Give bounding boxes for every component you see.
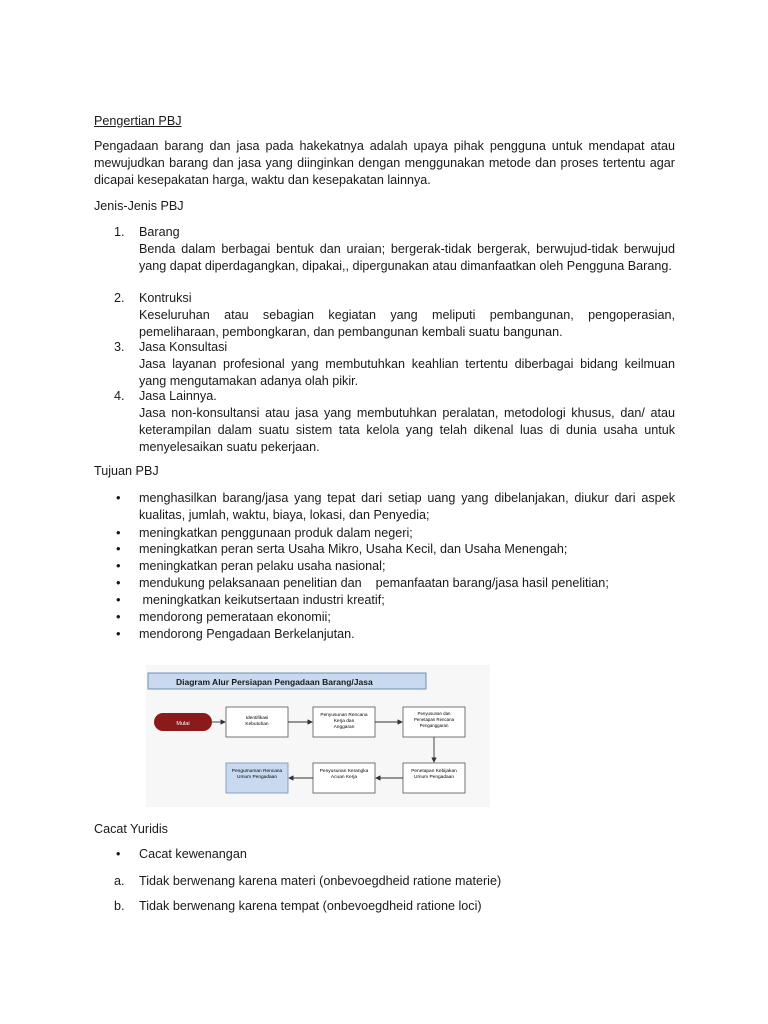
item-marker: a. [114, 874, 125, 888]
cacat-item-text: Cacat kewenangan [139, 847, 247, 861]
bullet-text: mendorong Pengadaan Berkelanjutan. [139, 627, 355, 641]
item-number: 1. [114, 225, 125, 239]
bullet-text: meningkatkan peran serta Usaha Mikro, Usaha Kecil, dan Usaha Menengah; [139, 542, 568, 556]
item-title: Kontruksi [139, 291, 192, 305]
heading-pengertian: Pengertian PBJ [94, 114, 182, 128]
bullet-icon: • [116, 525, 121, 540]
paragraph-pengertian: Pengadaan barang dan jasa pada hakekatnya adalah upaya pihak pengguna untuk mendapat atau mewujudkan barang dan jasa yang diinginkan dengan menggunakan metode dan proses tertentu agar dicapai kesepakatan harga, waktu dan kesepakatan lainnya. [94, 139, 675, 187]
step-label: Penetapan Kebijakan Umum Pengadaan [411, 769, 457, 780]
item-number: 2. [114, 291, 125, 305]
bullet-text: meningkatkan keikutsertaan industri kreatif; [139, 593, 385, 607]
cacat-item-text: Tidak berwenang karena materi (onbevoegdheid ratione materie) [139, 874, 502, 888]
step-label: Identifikasi Kebutuhan [245, 716, 269, 727]
step-label: Penyusunan dan Penetapan Rencana Penganggaran [413, 711, 455, 728]
start-label: Mulai [176, 721, 190, 727]
step-label: Pengumuman Rencana Umum Pengadaan [231, 769, 283, 780]
item-marker: b. [114, 899, 125, 913]
cacat-item-text: Tidak berwenang karena tempat (onbevoegdheid ratione loci) [139, 899, 482, 913]
item-description: Benda dalam berbagai bentuk dan uraian; bergerak-tidak bergerak, berwujud-tidak berwujud yang dapat diperdagangkan, dipakai,, dipergunakan atau dimanfaatkan oleh Pengguna Barang. [139, 242, 675, 273]
heading-tujuan: Tujuan PBJ [94, 464, 159, 478]
diagram-title: Diagram Alur Persiapan Pengadaan Barang/Jasa [176, 677, 373, 687]
flow-diagram-svg [146, 665, 490, 807]
bullet-icon: • [116, 490, 121, 505]
step-label: Penyusunan Rencana Kerja dan Anggaran [320, 713, 368, 730]
bullet-text: meningkatkan penggunaan produk dalam negeri; [139, 526, 413, 540]
step-label: Penyusunan Kerangka Acuan Kerja [319, 769, 369, 780]
heading-cacat-yuridis: Cacat Yuridis [94, 822, 168, 836]
bullet-icon: • [116, 558, 121, 573]
bullet-icon: • [116, 541, 121, 556]
heading-jenis: Jenis-Jenis PBJ [94, 199, 184, 213]
item-description: Keseluruhan atau sebagian kegiatan yang meliputi pembangunan, pengoperasian, pemeliharaan, pembongkaran, dan pembangunan kembali suatu bangunan. [139, 308, 675, 339]
bullet-icon: • [116, 592, 121, 607]
item-title: Barang [139, 225, 180, 239]
item-number: 4. [114, 389, 125, 403]
bullet-text: menghasilkan barang/jasa yang tepat dari setiap uang yang dibelanjakan, diukur dari aspek kualitas, jumlah, waktu, biaya, lokasi, dan Penyedia; [139, 491, 675, 522]
bullet-icon: • [116, 609, 121, 624]
item-description: Jasa non-konsultansi atau jasa yang membutuhkan peralatan, metodologi khusus, dan/ atau keterampilan dalam suatu sistem tata kelola yang telah dikenal luas di dunia usaha untuk menyelesaikan suatu pekerjaan. [139, 406, 675, 454]
bullet-text: mendukung pelaksanaan penelitian dan pemanfaatan barang/jasa hasil penelitian; [139, 576, 609, 590]
item-description: Jasa layanan profesional yang membutuhkan keahlian tertentu diberbagai bidang keilmuan yang mengutamakan adanya olah pikir. [139, 357, 675, 388]
bullet-text: mendorong pemerataan ekonomii; [139, 610, 331, 624]
item-title: Jasa Konsultasi [139, 340, 228, 354]
bullet-icon: • [116, 847, 121, 861]
bullet-icon: • [116, 626, 121, 641]
bullet-icon: • [116, 575, 121, 590]
bullet-text: meningkatkan peran pelaku usaha nasional; [139, 559, 386, 573]
item-title: Jasa Lainnya. [139, 389, 217, 403]
item-number: 3. [114, 340, 125, 354]
flow-diagram [146, 665, 490, 807]
